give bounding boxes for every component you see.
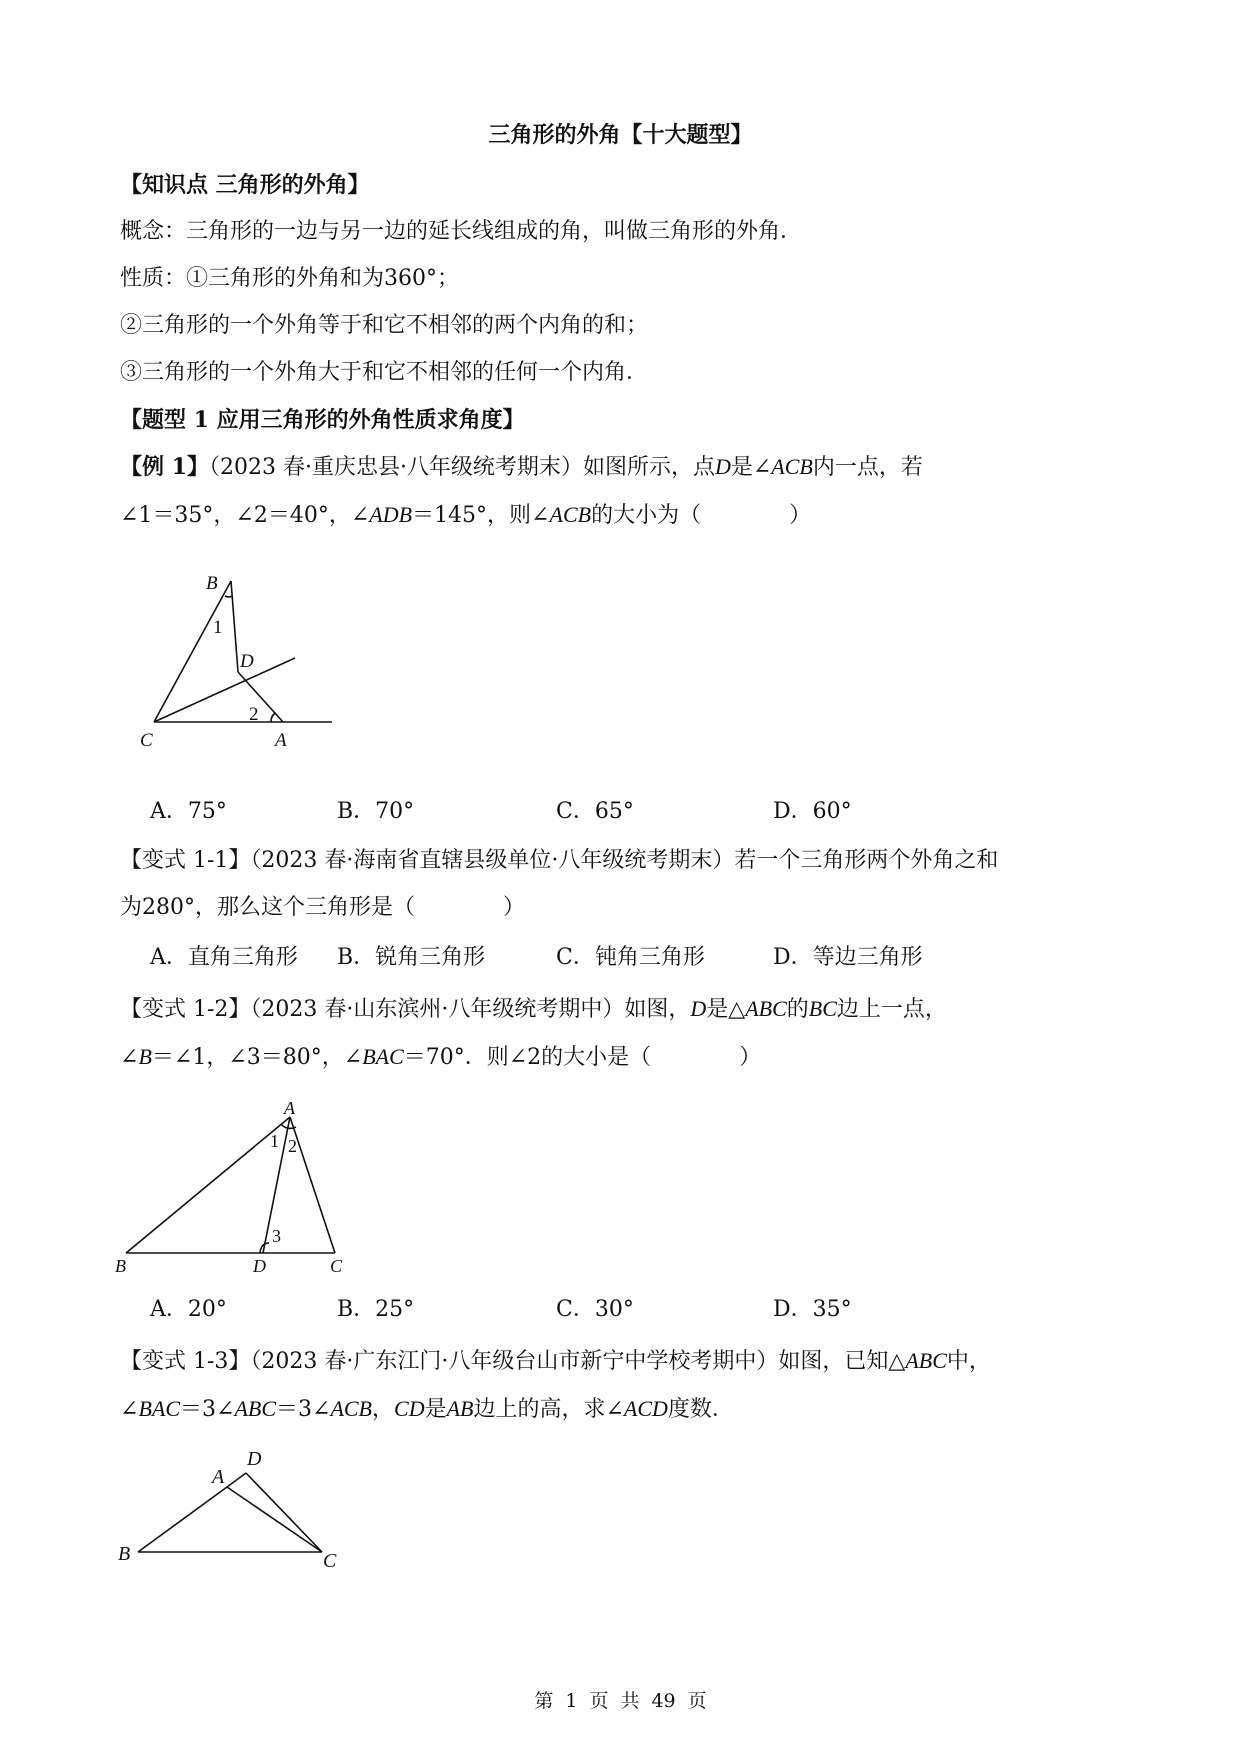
variant12-option-a: A．20°: [150, 1297, 227, 1322]
example1-text: ＝145°，则∠: [412, 503, 550, 528]
variant12-text: 【变式 1-2】（2023 春·山东滨州·八年级统考期中）如图，: [120, 997, 691, 1022]
line-ac: [227, 1487, 322, 1552]
example1-text: 如图所示，点: [582, 455, 715, 480]
example1-text: ∠1＝35°，∠2＝40°，∠: [120, 503, 370, 528]
label-2: 2: [288, 1136, 297, 1156]
footer-text: 第: [534, 1690, 554, 1712]
variant13-line1: [120, 1346, 991, 1377]
page-total: 49: [651, 1690, 676, 1712]
variant13-text: ，: [372, 1397, 395, 1422]
label-d: D: [240, 651, 254, 672]
example1-text: 是∠: [730, 455, 772, 480]
label-b: B: [115, 1256, 126, 1276]
footer-text: 页: [687, 1690, 707, 1712]
label-1: 1: [270, 1131, 279, 1151]
variant11-option-b: B．锐角三角形: [337, 945, 486, 970]
variant12-text: ＝70°．则∠2的大小是（ ）: [403, 1045, 762, 1070]
label-c: C: [330, 1256, 343, 1276]
var-b: B: [138, 1044, 152, 1069]
page-number: 1: [565, 1690, 578, 1712]
knowledge-property-3: ③三角形的一个外角大于和它不相邻的任何一个内角．: [120, 360, 649, 385]
knowledge-heading: 【知识点 三角形的外角】: [120, 172, 370, 198]
variant12-text: 是△: [706, 997, 746, 1022]
example1-prefix: 【例 1】: [120, 454, 209, 480]
line-da: [238, 672, 283, 722]
var-acb: ACB: [330, 1396, 372, 1421]
var-abc: ABC: [234, 1396, 276, 1421]
variant13-line2: [120, 1394, 734, 1425]
variant11-line1: 【变式 1-1】（2023 春·海南省直辖县级单位·八年级统考期末）若一个三角形两个外角之和: [120, 848, 999, 873]
variant13-figure: [110, 1440, 350, 1580]
variant12-option-b: B．25°: [337, 1297, 415, 1322]
variant12-figure: [110, 1100, 360, 1280]
angle-1-arc: [225, 596, 232, 597]
label-a: A: [212, 1466, 225, 1488]
variant11-option-c: C．钝角三角形: [556, 945, 705, 970]
var-d: D: [690, 996, 707, 1021]
example1-line1: [120, 452, 923, 483]
variant13-text: ∠: [120, 1397, 139, 1422]
label-1: 1: [213, 617, 223, 638]
footer-text: 共: [620, 1690, 640, 1712]
footer-text: 页: [589, 1690, 609, 1712]
example1-figure: [140, 575, 340, 755]
variant12-option-c: C．30°: [556, 1297, 634, 1322]
example1-text: 内一点，若: [812, 455, 923, 480]
label-d: D: [253, 1256, 266, 1276]
label-b: B: [206, 575, 218, 594]
variant11-line2: 为280°，那么这个三角形是（ ）: [120, 895, 525, 920]
label-2: 2: [249, 704, 259, 725]
label-a: A: [284, 1100, 295, 1118]
label-a: A: [275, 730, 287, 751]
example1-option-d: D．60°: [773, 799, 852, 824]
page-title: 三角形的外角【十大题型】: [488, 122, 753, 148]
var-bc: BC: [808, 996, 837, 1021]
type1-heading: 【题型 1 应用三角形的外角性质求角度】: [120, 407, 525, 433]
variant12-option-d: D．35°: [773, 1297, 852, 1322]
var-ab: AB: [446, 1396, 474, 1421]
line-ba: [126, 1117, 290, 1253]
example1-source: （2023 春·重庆忠县·八年级统考期末）: [208, 455, 583, 480]
example1-option-a: A．75°: [150, 799, 227, 824]
variant11-option-a: A．直角三角形: [150, 945, 298, 970]
page-footer: [0, 1688, 1241, 1714]
var-abc: ABC: [905, 1348, 947, 1373]
example1-line2: [120, 500, 811, 531]
variant12-text: ＝∠1，∠3＝80°，∠: [151, 1045, 363, 1070]
example1-option-c: C．65°: [556, 799, 634, 824]
variant12-text: 的: [786, 997, 809, 1022]
var-bac: BAC: [362, 1044, 404, 1069]
variant13-text: 中，: [946, 1349, 991, 1374]
line-cb: [154, 581, 231, 722]
var-adb: ADB: [369, 502, 413, 527]
variant13-text: ＝3∠: [180, 1397, 235, 1422]
line-cd: [246, 1473, 322, 1552]
variant12-text: ∠: [120, 1045, 139, 1070]
line-ba: [138, 1487, 227, 1552]
knowledge-property-1: 性质：①三角形的外角和为360°；: [120, 266, 459, 291]
variant13-text: ＝3∠: [276, 1397, 331, 1422]
label-c: C: [323, 1550, 337, 1572]
var-d: D: [714, 454, 731, 479]
variant12-line2: [120, 1042, 761, 1073]
variant13-text: 边上的高，求∠: [473, 1397, 624, 1422]
var-acb: ACB: [771, 454, 813, 479]
line-ad: [227, 1473, 246, 1487]
variant11-option-d: D．等边三角形: [773, 945, 923, 970]
variant13-text: 【变式 1-3】（2023 春·广东江门·八年级台山市新宁中学校考期中）如图，已知△: [120, 1349, 906, 1374]
example1-text: 的大小为（ ）: [591, 503, 812, 528]
var-cd: CD: [394, 1396, 425, 1421]
label-c: C: [140, 730, 153, 751]
label-b: B: [118, 1543, 131, 1565]
variant12-text: 边上一点，: [836, 997, 947, 1022]
variant13-text: 度数．: [667, 1397, 734, 1422]
var-acd: ACD: [623, 1396, 668, 1421]
label-d: D: [247, 1448, 262, 1470]
var-abc: ABC: [745, 996, 787, 1021]
example1-option-b: B．70°: [337, 799, 415, 824]
knowledge-property-2: ②三角形的一个外角等于和它不相邻的两个内角的和；: [120, 313, 649, 338]
variant13-text: 是: [424, 1397, 447, 1422]
variant12-line1: [120, 994, 947, 1025]
label-3: 3: [272, 1226, 281, 1246]
var-acb: ACB: [549, 502, 592, 527]
var-bac: BAC: [138, 1396, 180, 1421]
knowledge-concept: 概念：三角形的一边与另一边的延长线组成的角，叫做三角形的外角．: [120, 219, 803, 244]
line-bd: [231, 581, 238, 672]
